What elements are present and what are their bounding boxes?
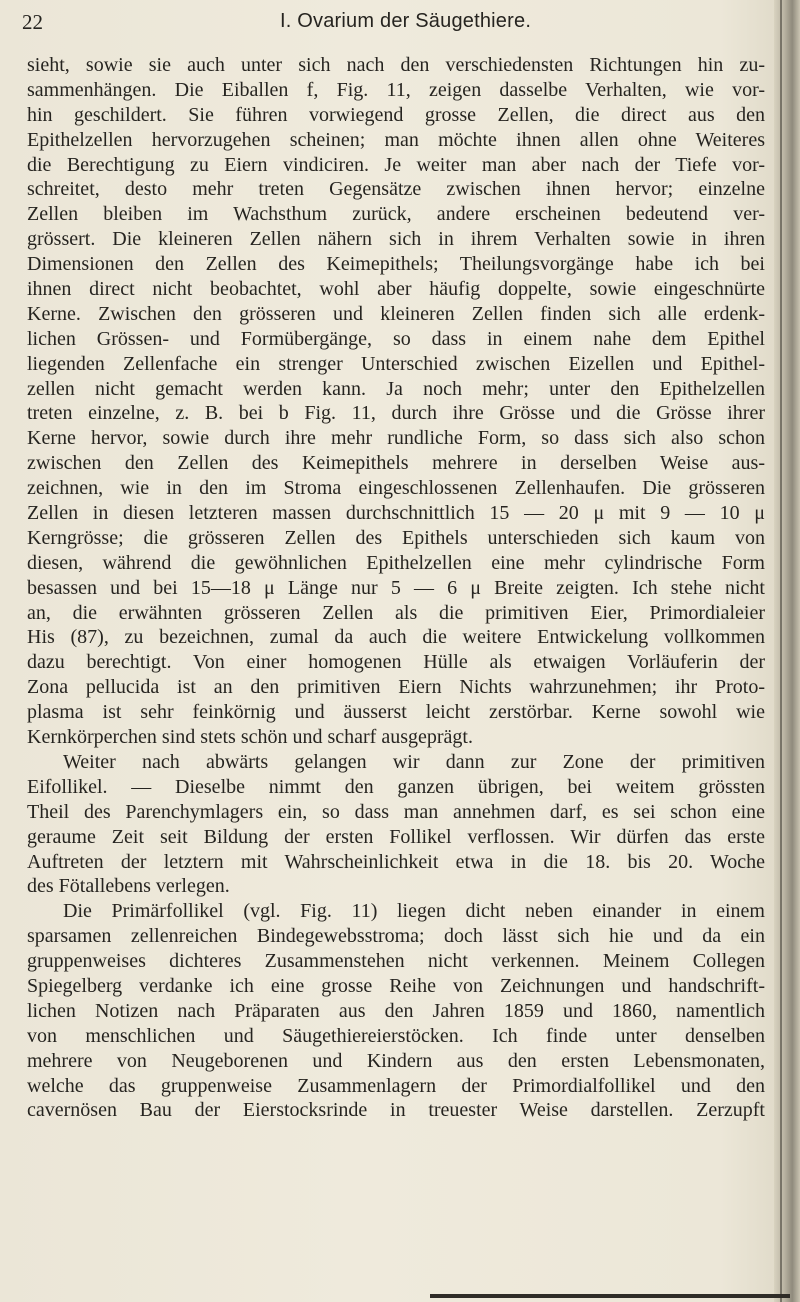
text-line: besassen und bei 15—18 μ Länge nur 5 — 6 μ Breite zeigten. Ich stehe nicht — [27, 576, 765, 599]
text-line: sparsamen zellenreichen Bindegewebsstroma; doch lässt sich hie und da ein — [27, 925, 765, 948]
text-line: plasma ist sehr feinkörnig und äusserst leicht zerstörbar. Kerne sowohl wie — [27, 701, 765, 724]
text-line: des Fötallebens verlegen. — [27, 875, 230, 898]
text-line: Kerne. Zwischen den grösseren und kleineren Zellen finden sich alle erdenk- — [27, 302, 765, 325]
text-line: von menschlichen und Säugethiereierstöcken. Ich finde unter denselben — [27, 1024, 765, 1047]
text-line: hin geschildert. Sie führen vorwiegend grosse Zellen, die direct aus den — [27, 103, 765, 126]
text-line: geraume Zeit seit Bildung der ersten Follikel verflossen. Wir dürfen das erste — [27, 825, 765, 848]
text-line: zellen nicht gemacht werden kann. Ja noch mehr; unter den Epithelzellen — [27, 377, 765, 400]
text-line: ihnen direct nicht beobachtet, wohl aber häufig doppelte, sowie eingeschnürte — [27, 278, 765, 301]
text-line: welche das gruppenweise Zusammenlagern der Primordialfollikel und den — [27, 1074, 765, 1097]
gutter-edge-line — [780, 0, 782, 1302]
text-line: Die Primärfollikel (vgl. Fig. 11) liegen dicht neben einander in einem — [63, 900, 765, 923]
text-line: Kerne hervor, sowie durch ihre mehr rundliche Form, so dass sich also schon — [27, 427, 765, 450]
text-line: liegenden Zellenfache ein strenger Unterschied zwischen Eizellen und Epithel- — [27, 352, 765, 375]
text-line: zeichnen, wie in den im Stroma eingeschlossenen Zellenhaufen. Die grösseren — [27, 477, 765, 500]
text-line: sieht, sowie sie auch unter sich nach den verschiedensten Richtungen hin zu- — [27, 54, 765, 76]
text-line: Zellen bleiben im Wachsthum zurück, andere erscheinen bedeutend ver- — [27, 203, 765, 226]
bottom-rule — [430, 1294, 790, 1298]
page-header — [22, 6, 762, 40]
page-gutter — [774, 0, 800, 1302]
text-line: an, die erwähnten grösseren Zellen als die primitiven Eier, Primordialeier — [27, 601, 765, 624]
text-line: Theil des Parenchymlagers ein, so dass man annehmen darf, es sei schon eine — [27, 800, 765, 823]
text-line: Spiegelberg verdanke ich eine grosse Reihe von Zeichnungen und handschrift- — [27, 974, 765, 997]
text-line: Eifollikel. — Dieselbe nimmt den ganzen übrigen, bei weitem grössten — [27, 775, 765, 798]
text-line: mehrere von Neugeborenen und Kindern aus den ersten Lebensmonaten, — [27, 1049, 765, 1072]
text-line: zwischen den Zellen des Keimepithels mehrere in derselben Weise aus- — [27, 452, 765, 475]
text-line: dazu berechtigt. Von einer homogenen Hülle als etwaigen Vorläuferin der — [27, 651, 765, 674]
body-text — [27, 53, 765, 1123]
text-line: lichen Notizen nach Präparaten aus den Jahren 1859 und 1860, namentlich — [27, 999, 765, 1022]
text-line: Dimensionen den Zellen des Keimepithels; Theilungsvorgänge habe ich bei — [27, 253, 765, 276]
text-line: sammenhängen. Die Eiballen f, Fig. 11, zeigen dasselbe Verhalten, wie vor- — [27, 78, 765, 101]
text-line: Kernkörperchen sind stets schön und scharf ausgeprägt. — [27, 726, 473, 749]
text-line: Auftreten der letztern mit Wahrscheinlichkeit etwa in die 18. bis 20. Woche — [27, 850, 765, 873]
text-line: gruppenweises dichteres Zusammenstehen nicht verkennen. Meinem Collegen — [27, 950, 765, 973]
text-line: Epithelzellen hervorzugehen scheinen; man möchte ihnen allen ohne Weiteres — [27, 128, 765, 151]
running-head: I. Ovarium der Säugethiere. — [280, 10, 532, 32]
text-line: cavernösen Bau der Eierstocksrinde in treuester Weise darstellen. Zerzupft — [27, 1099, 765, 1122]
text-line: die Berechtigung zu Eiern vindiciren. Je weiter man aber nach der Tiefe vor- — [27, 153, 765, 176]
text-line: Zona pellucida ist an den primitiven Eiern Nichts wahrzunehmen; ihr Proto- — [27, 676, 765, 699]
text-line: grössert. Die kleineren Zellen nähern sich in ihrem Verhalten sowie in ihren — [27, 228, 765, 251]
text-line: His (87), zu bezeichnen, zumal da auch die weitere Entwickelung vollkommen — [27, 626, 765, 649]
text-line: Kerngrösse; die grösseren Zellen des Epithels unterschieden sich kaum von — [27, 526, 765, 549]
text-line: diesen, während die gewöhnlichen Epithelzellen eine mehr cylindrische Form — [27, 551, 765, 574]
page-number: 22 — [22, 10, 43, 34]
text-line: treten einzelne, z. B. bei b Fig. 11, durch ihre Grösse und die Grösse ihrer — [27, 402, 765, 425]
text-line: Zellen in diesen letzteren massen durchschnittlich 15 — 20 μ mit 9 — 10 μ — [27, 502, 765, 525]
text-line: schreitet, desto mehr treten Gegensätze zwischen ihnen hervor; einzelne — [27, 178, 765, 201]
text-line: lichen Grössen- und Formübergänge, so dass in einem nahe dem Epithel — [27, 327, 765, 350]
text-line: Weiter nach abwärts gelangen wir dann zur Zone der primitiven — [63, 750, 765, 773]
